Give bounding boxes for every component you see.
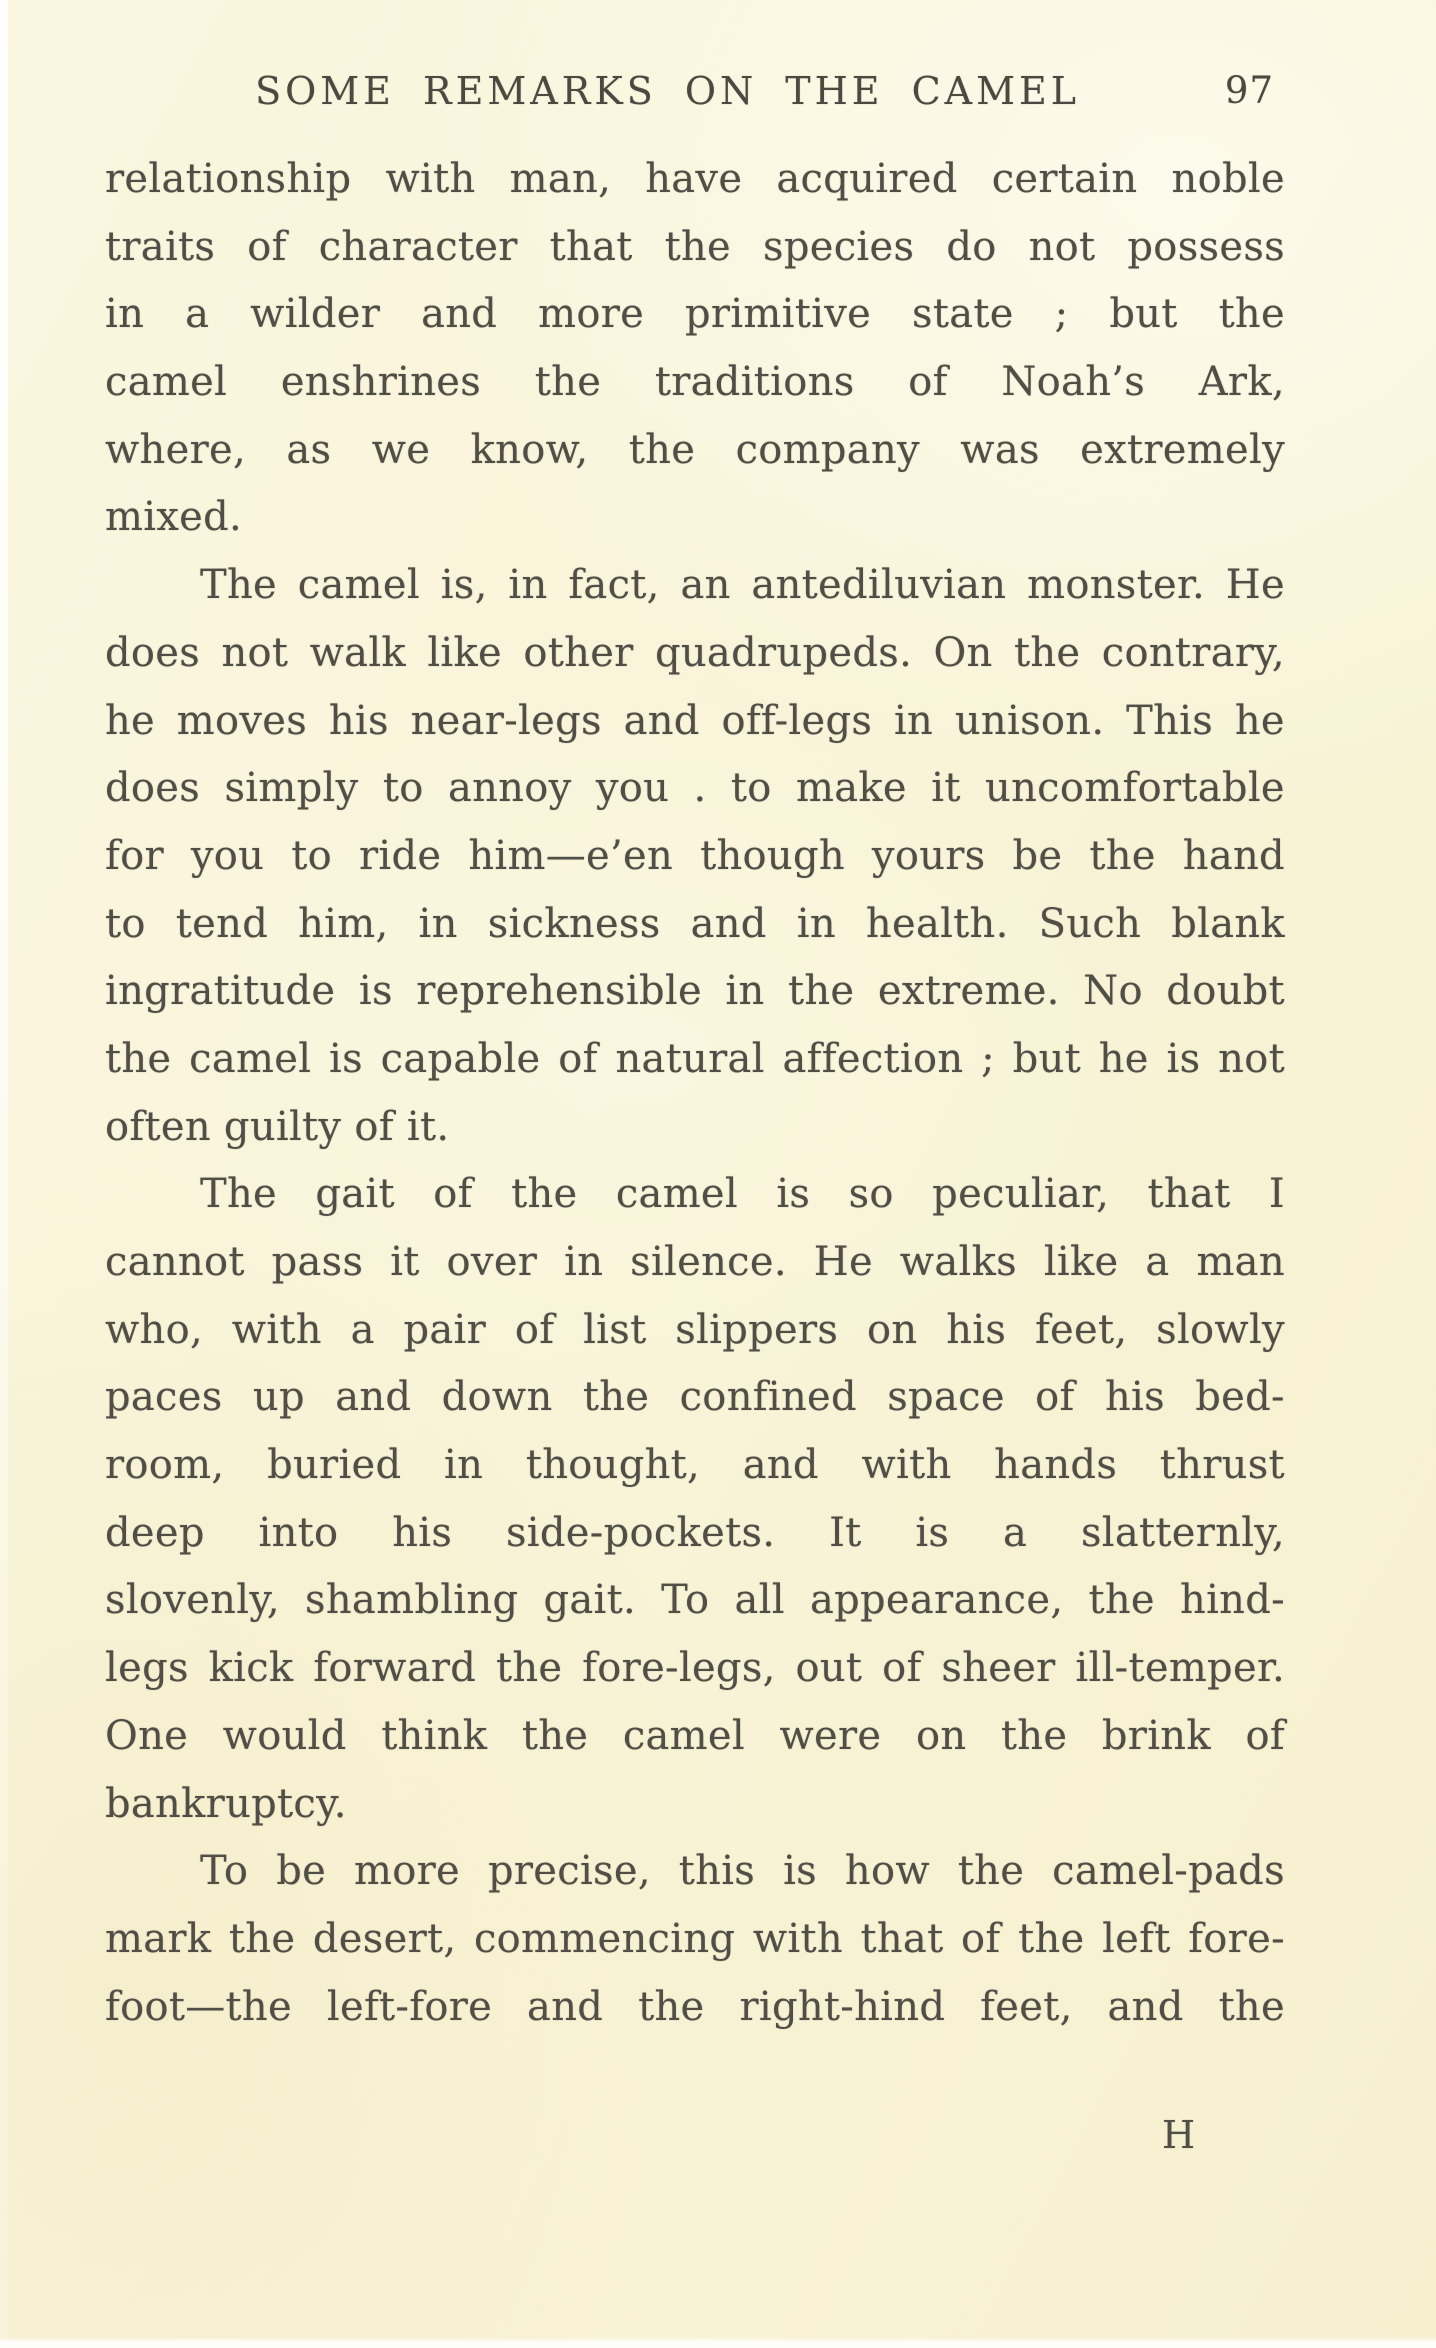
text-line: traits of character that the species do not possess	[105, 223, 1285, 270]
text-line: relationship with man, have acquired certain noble	[105, 156, 1285, 202]
signature-mark: H	[1162, 2113, 1196, 2157]
text-line: The camel is, in fact, an antediluvian monster. He	[200, 562, 1285, 609]
text-line: ingratitude is reprehensible in the extreme. No doubt	[105, 968, 1285, 1015]
text-line: deep into his side-pockets. It is a slatternly,	[105, 1509, 1285, 1556]
text-line: to tend him, in sickness and in health. Such blank	[105, 900, 1285, 947]
scan-edge-left	[0, 0, 8, 2348]
page-number: 97	[1224, 69, 1274, 112]
text-line: for you to ride him—e’en though yours be the hand	[105, 832, 1285, 879]
text-line: does not walk like other quadrupeds. On the contrary,	[105, 629, 1285, 676]
text-line: cannot pass it over in silence. He walks like a man	[105, 1239, 1285, 1285]
text-line: often guilty of it.	[105, 1103, 450, 1150]
text-line: bankruptcy.	[105, 1780, 347, 1827]
text-line: he moves his near-legs and off-legs in unison. This he	[105, 697, 1285, 744]
running-title: SOME REMARKS ON THE CAMEL	[255, 69, 1081, 113]
text-line: paces up and down the confined space of his bed-	[105, 1374, 1285, 1421]
text-line: mixed.	[105, 494, 243, 541]
scan-edge-bottom	[0, 2337, 1436, 2348]
text-line: mark the desert, commencing with that of the left fore-	[105, 1915, 1285, 1962]
text-line: One would think the camel were on the brink of	[105, 1712, 1285, 1759]
text-line: camel enshrines the traditions of Noah’s Ark,	[105, 359, 1285, 406]
text-line: where, as we know, the company was extremely	[105, 426, 1285, 473]
text-line: the camel is capable of natural affection ; but he is not	[105, 1035, 1285, 1082]
text-line: in a wilder and more primitive state ; but the	[105, 291, 1285, 338]
text-line: slovenly, shambling gait. To all appearance, the hind-	[105, 1577, 1285, 1624]
text-line: room, buried in thought, and with hands thrust	[105, 1442, 1285, 1489]
text-line: The gait of the camel is so peculiar, that I	[200, 1171, 1285, 1218]
page-header	[108, 64, 1286, 118]
text-line: who, with a pair of list slippers on his feet, slowly	[105, 1306, 1285, 1353]
text-line: To be more precise, this is how the camel-pads	[200, 1848, 1285, 1895]
text-line: foot—the left-fore and the right-hind feet, and the	[105, 1983, 1285, 2030]
text-line: does simply to annoy you . to make it uncomfortable	[105, 765, 1285, 812]
text-line: legs kick forward the fore-legs, out of sheer ill-temper.	[105, 1645, 1285, 1692]
body-text	[105, 146, 1285, 2041]
